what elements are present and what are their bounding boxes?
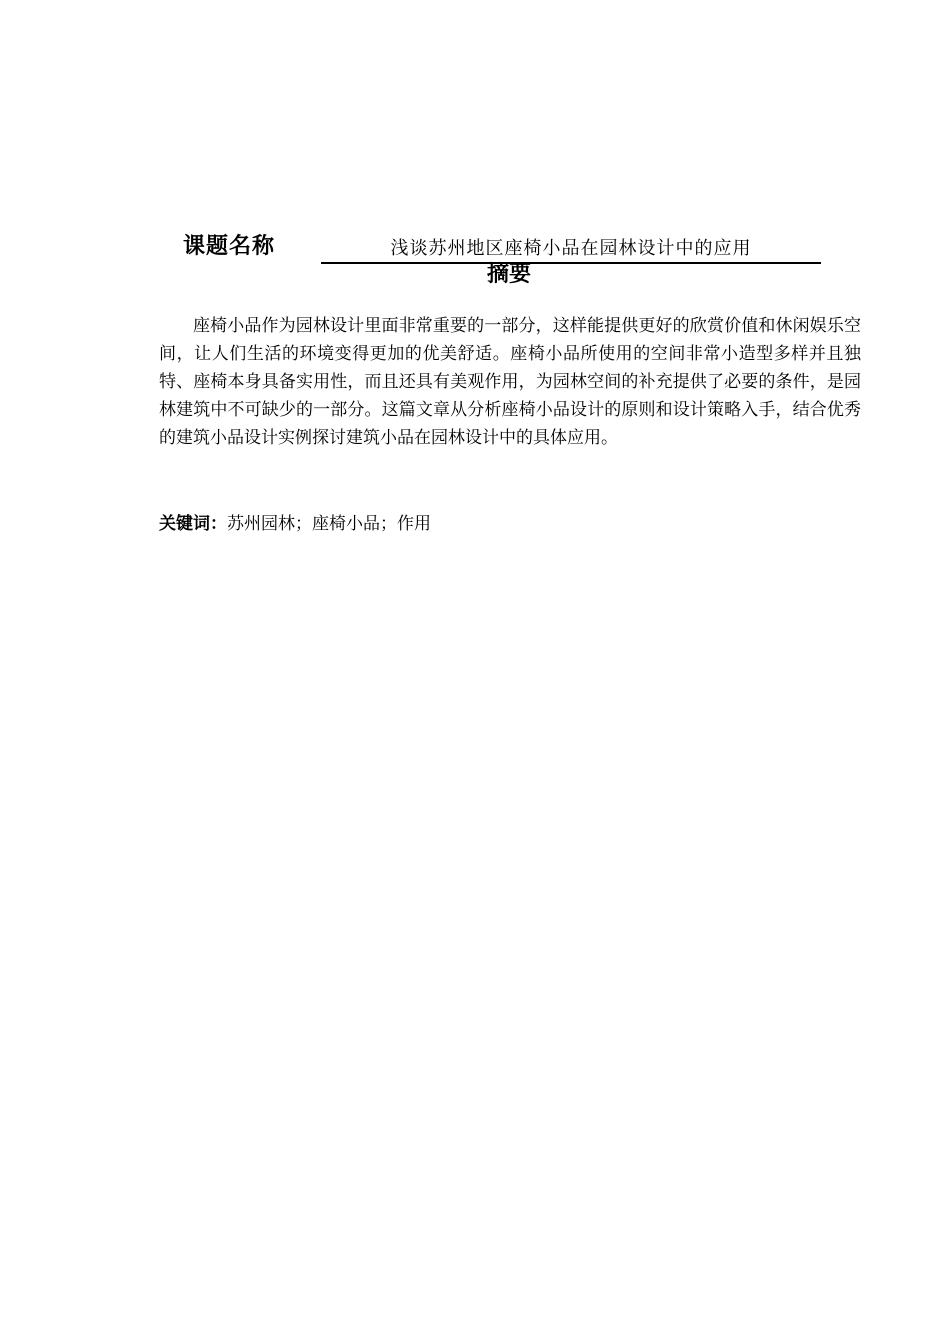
title-value: 浅谈苏州地区座椅小品在园林设计中的应用 <box>321 235 821 264</box>
abstract-body: 座椅小品作为园林设计里面非常重要的一部分，这样能提供更好的欣赏价值和休闲娱乐空间，让人们生活的环境变得更加的优美舒适。座椅小品所使用的空间非常小造型多样并且独特、座椅本身具备实用性，而且还具有美观作用，为园林空间的补充提供了必要的条件，是园林建筑中不可缺少的一部分。这篇文章从分析座椅小品设计的原则和设计策略入手，结合优秀的建筑小品设计实例探讨建筑小品在园林设计中的具体应用。 <box>159 316 861 448</box>
keywords-line <box>159 510 861 538</box>
title-label: 课题名称 <box>183 234 276 259</box>
abstract-heading: 摘要 <box>486 262 531 287</box>
keywords-value: 苏州园林；座椅小品；作用 <box>227 514 431 534</box>
keywords-label: 关键词： <box>159 514 227 534</box>
